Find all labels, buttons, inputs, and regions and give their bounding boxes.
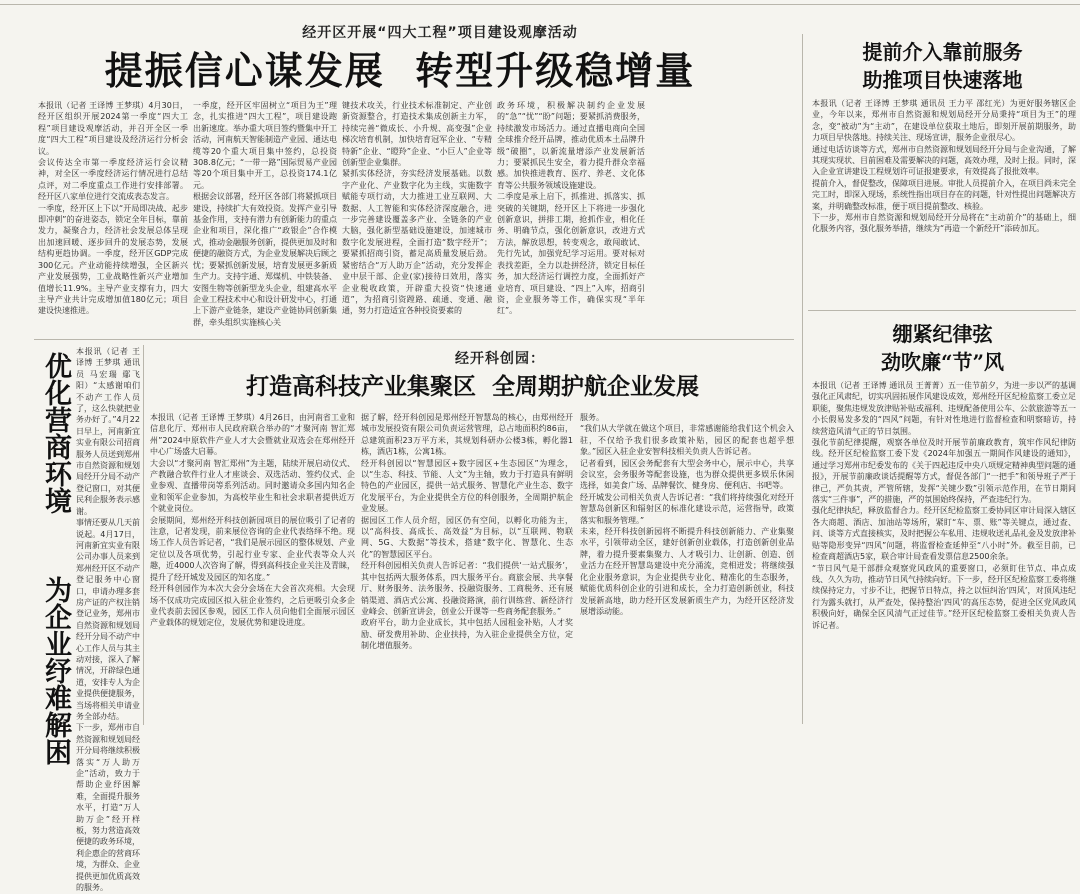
mid-story-column-3: 服务。 “我们从大学就在做这个项目，非常感谢能给我们这个机会入驻，不仅给予我们很多政策补贴，园区的配套也超乎想象。”园区入驻企业安智科技相关负责人告诉记者。 记者看到，园区会务配套有大型会务中心，展示中心，共享会议室，会务服务等配套设施，也为群众提供更多娱乐休闲选择，如美食广场、品牌餐饮、健身房、便利店、书吧等。 经开城发公司相关负责人告诉记者：“我们将持续强化对经开智慧岛创新区和辐射区的标准化建设示范，运营指导，政策落实和服务管理。” 未来，经开科技创新园将不断提升科技创新能力、产业集聚水平，引领带动全区，建好创新创业载体，打造创新创业品牌，着力提升要素集聚力、人才吸引力、让创新、创造、创业活力在经开智慧岛建设中充分涌流，竞相迸发；将继续强化企业服务意识，为企业提供专业化、精准化的生态服务，赋能优质科创企业的引进和成长，全力打造创新创业，科技发展新高地，助力经开区发展新质生产力，为经开区经济发展增添动能。 [580,413,794,616]
divider-right-main [802,34,803,724]
top-story-column-1: 本报讯（记者 王译博 王梦琪）4月30日，经开区组织开展2024第一季度“四大工程”项目建设观摩活动，并召开全区一季度“四大工程”项目建设及经济运行分析会议。 会议传达全市第一季度经济运行会议精神，对全区一季度经济运行情况进行总结点评，对二季度重点工作进行安排部署。经开区八家单位进行交流成表态发言。 一季度，经开区上下以“开局即决战、起步即冲刺”的奋进姿态，锁定全年目标，靠前发力，凝聚合力，经济社会发展总体呈现出加速回暖、逐步回升的发展态势，发展结构更趋协调。一季度，经开区GDP完成300亿元。产业动能持续增强，全区新兴产业发展强势，工业战略性新兴产业增加值增长11.9%。主导产业支撑有力，四大主导产业共计完成增加值180亿元；项目建设快速推进。 [38,101,188,316]
left-column-body: 本报讯（记者 王译博 王梦琪 通讯员 马宏瑞 鄢飞阳）“太感谢咱们不动产工作人员了，这么快就把业务办好了。”4月22日早上，河南新宜实业有限公司招商服务人员送到郑州市自然资源和规划局经开分局不动产登记窗口，对其便民利企服务表示感谢。 事情还要从几天前说起。4月17日，河南新宜实业有限公司办事人员来到郑州经开区不动产登记服务中心窗口，申请办理多套房产证的产权注销登记业务，郑州市自然资源和规划局经开分局不动产中心工作人员与其主动对接，深入了解情况，开辟绿色通道，安排专人为企业提供便捷服务，当场将相关申请业务全部办结。 下一步，郑州市自然资源和规划局经开分局将继续积极落实“万人助万企”活动，致力于帮助企业纾困解难，全面提升服务水平，打造“万人助万企”经开样板，努力营造高效便捷的政务环境，利企惠企的营商环境，为群众、企业提供更加优质高效的服务。 [76,347,140,893]
top-story-headline: 提振信心谋发展 转型升级稳增量 [104,48,696,93]
right-top-headline: 提前介入靠前服务 助推项目快速落地 [862,40,1023,92]
top-story-column-4: 政务环境，积极解决制约企业发展的“急”“忧”“盼”问题；要紧抓消费服务，持续激发市场活力。通过直播电商向全国全球推介经开品牌，推动优质本土品牌升级“破圈”，以新流量增添产业发展新活力；要紧抓民生安全，着力提升群众幸福感。加快推进教育、医疗、养老、文化体育等公共服务领域设施建设。 二季度是承上启下，抓推进、抓落实、抓突破的关键期，经开区上下将进一步强化创新意识，拼排工期，抢抓作业，相化任务、明确节点，强化创新意识，改进方式方法，解放思想，转变观念，敢闯敢试、先行先试，加强党纪学习运用。要对标对表找差距，全力以赴拼经济，锁定目标任务，加大经济运行调控力度，全面抓好产业培育、项目建设、“四上”入库，招商引资，企业服务等工作，确保实现“半年红”。 [497,101,645,316]
right-bottom-headline: 绷紧纪律弦 劲吹廉“节”风 [880,322,1004,374]
top-rule [0,4,1080,5]
divider-mid-horizontal [34,339,794,340]
mid-story-column-1: 本报讯（记者 王译博 王梦琪）4月26日，由河南省工业和信息化厅、郑州市人民政府联合举办的“才聚河南 智汇郑州”2024中原软件产业人才大会暨就业双选会在郑州经开中心广场盛大启幕。 大会以“才聚河南 智汇郑州”为主题，陆续开展启动仪式、产教融合软件行业人才座谈会、双选活动、签约仪式、企业参观、直播带岗等系列活动。同时邀请众多国内知名企业和领军企业参加，为高校毕业生和社会求职者提供近万个就业岗位。 会展期间，郑州经开科技创新园项目的展位吸引了记者的注意，记者发现，前来展位咨询的企业代表络绎不绝。现场工作人员告诉记者，“我们是展示园区的整体规划、产业定位以及各项优势，引起行业专家、企业代表等众人兴趣，近4000人次咨询了解，得到高科技企业关注及青睐，提升了经开城发及园区的知名度。” 经开科创园作为本次大会分会场在大会首次亮相。大会现场不仅成功完成园区拟入驻企业签约，之后更吸引众多企业代表前去园区参观，园区工作人员向他们全面展示园区产业载体的规划定位，发展优势和建设进度。 [150,413,355,628]
divider-right-horizontal [808,310,1076,311]
top-story-column-2: 一季度，经开区牢固树立“项目为王”理念，扎实推进“四大工程”，项目建设跑出新速度。举办重大项目签约暨集中开工活动，河南航天智能制造产业园、通达电缆等20个重大项目集中签约，总投资308.8亿元；“一带一路”国际贸易产业园等20个项目集中开工，总投资174.1亿元。 根据会议部署，经开区各部门将紧抓项目建设，持续扩大有效投资。发挥产业引导基金作用，支持有潜力有创新能力的重点企业和项目，深化推广“政银企”合作模式，推动金融服务创新，提供更加及时和便捷的融资方式，为企业发展解决后顾之忧；要紧抓创新发展，培育发展更多新质生产力。支持宇通、郑煤机、中铁装备、安图生物等创新型龙头企业，组建高水平企业工程技术中心和设计研发中心，打通上下游产业链条，建设产业链协同创新集群，牵头组织实施核心关 [193,101,337,327]
mid-story-column-2: 据了解，经开科创园是郑州经开智慧岛的核心，由郑州经开城市发展投资有限公司负责运营管理，总占地面积约86亩，总建筑面积23万平方米，其规划科研办公楼3栋，孵化器1栋，酒店1栋，公寓1栋。 经开科创园以“智慧园区+数字园区+生态园区”为理念，以“生态、科技、节能、人文”为主轴，致力于打造具有鲜明特色的产业园区，提供一站式服务、智慧化产业生态、数字化发展平台，为企业提供全方位的科创服务，全周期护航企业发展。 据园区工作人员介绍，园区仍有空间，以孵化功能为主，以“高科技、高成长、高效益”为目标，以“互联网、物联网、5G、大数据”等技术，搭建“数字化、智慧化、生态化”的智慧园区平台。 经开科创园相关负责人告诉记者：“我们提供‘一站式服务’，其中包括两大服务体系，四大服务平台。商旅会展、共享餐厅、财务服务、法务服务、投融资服务、工商税务、还有展销渠道、酒店式公寓、投融资路演，前行训练营、新经济行业峰会、创新宣讲会，创业公开课等一些商务配套服务。” 政府平台，助力企业成长，其中包括人园租金补贴，人才奖励、研发费用补助、企业扶持，为入驻企业提供全方位，定制化增值服务。 [361,413,573,651]
mid-story-kicker: 经开科创园： [455,351,545,367]
top-story-column-3: 键技术攻关，行业技术标准制定、产业创新资源整合，打造技术集成创新主力军，持续完善“微成长、小升规、高变强”企业梯次培育机制，加快培育冠军企业、“专精特新”企业、“瞪羚”企业、“小巨人”企业等创新型企业集群。 紧抓实体经济，夯实经济发展基础。以数字产业化、产业数字化为主线，实施数字赋能专项行动，大力推进工业互联网、大数据、人工智能和实体经济深度融合，进一步完善建设覆盖多产业、全链条的产业大脑，强化新型基础设施建设，加速城市数字化发展进程，全面打造“数字经开”；要紧抓招商引资，蓄足高质量发展后劲。紧密结合“万人助万企”活动，充分发挥企业中层干部、企业(家)接待日效用，落实企业税收政策，开辟重大投资“快速通道”，为招商引资蹚路、疏通、变通、融通，努力打造适宜各种投资要素的 [342,101,492,316]
right-top-body: 本报讯（记者 王译博 王梦琪 通讯员 王力平 邵红光）为更好服务辖区企业，今年以来，郑州市自然资源和规划局经开分局秉持“项目为王”的理念，变“被动”为“主动”，在建设单位获取土地后，即刻开展前期服务，助力项目早快落地。持续关注、现场宣讲，服务企业很尽心。 通过电话访谈等方式，郑州市自然资源和规划局经开分局与企业沟通，了解其现实现状、目前困难及需要解决的问题，高效办理，及时上报。同时，深入企业宣讲建设工程规划许可证报建要求，有效提高了报批效率。 提前介入，督促整改，保障项目进展。审批人员提前介入，在项目尚未完全完工时，即深入现场，系统性指出项目存在的问题，针对性提出问题解决方案，并明确整改标准，便于项目提前整改、核验。 下一步，郑州市自然资源和规划局经开分局将在“主动前介”的基础上，细化服务内容，强化服务举措，继续为“再造一个新经开”添砖加瓦。 [812,99,1076,234]
left-column-headline: 优化营商环境 为企业纾难解困 [40,352,71,765]
top-story-kicker: 经开区开展“四大工程”项目建设观摩活动 [302,25,578,41]
mid-story-headline: 打造高科技产业集聚区 全周期护航企业发展 [245,373,699,400]
right-bottom-body: 本报讯（记者 王译博 通讯员 王菁菁）五一佳节前夕，为进一步以严的基调强化正风肃纪，切实巩固拓展作风建设成效，郑州经开区纪检监察工委立足职能，聚焦违规发放津贴补贴或福利、违规配备使用公车、公款旅游等五一小长假易发多发的“四风”问题，有针对性地进行监督检查和明察暗访，持续营造风清气正的节日氛围。 强化节前纪律提醒，观察各单位及时开展节前廉政教育，筑牢作风纪律防线。经开区纪检监察工委下发《2024年加强五一期间作风建设的通知》，通过学习郑州市纪委发布的《关于四起违反中央八项规定精神典型问题的通报》，开展节前廉政谈话提醒等方式，督促各部门“一把手”和领导班子严于律己，严负其责，严管所辖，发挥“关键少数”引领示范作用，在节日期间落实“三件事”，严的措施，严的氛围始终保持，严查违纪行为。 强化纪律执纪，释放监督合力。经开区纪检监察工委协同区审计局深入辖区各大商超、酒店、加油站等场所，紧盯“车、票、账”等关键点，通过查、问、谈等方式直接核实，及时把握公车私用、违规收送礼品礼金及发放津补贴等隐形变异“四风”问题，将监督检查延伸至“八小时”外。截至目前，已检查商超酒店5家，联合审计局查看发票信息2500余条。 “节日风气是干部群众观察党风政风的重要窗口，必须盯住节点、串点成线、久久为功，推动节日风气持续向好。下一步，经开区纪检监察工委将继续保持定力，寸步不让，把握节日特点，持之以恒纠治‘四风’，对顶风违纪行为露头就打，从严查处，保持整治‘四风’的高压态势，促进全区党风政风积极向好，确保全区风清气正过佳节。”经开区纪检监察工委相关负责人告诉记者。 [812,381,1076,630]
divider-left-column [143,345,144,725]
